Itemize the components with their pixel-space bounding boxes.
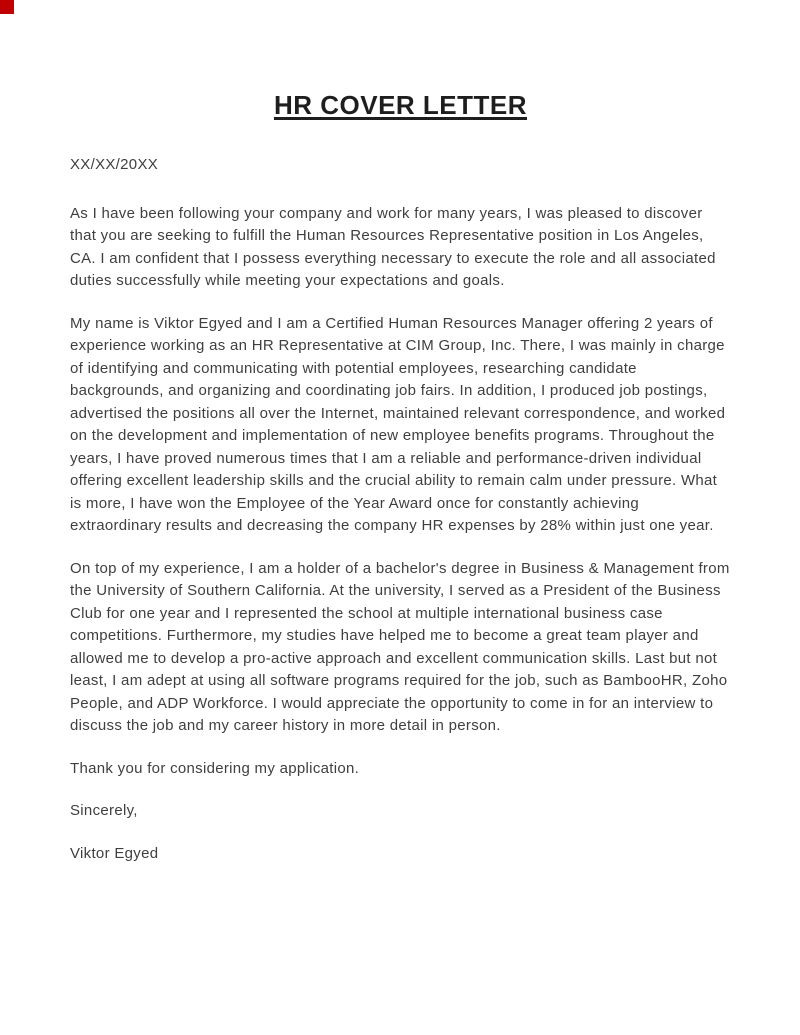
- letter-signature: Viktor Egyed: [70, 844, 159, 862]
- letter-paragraph-experience: My name is Viktor Egyed and I am a Certified Human Resources Manager offering 2 years of experience working as an HR Representative at CIM Group, Inc. There, I was mainly in charge of identifying and communicating with potential employees, researching candidate backgrounds, and organizing and coordinating job fairs. In addition, I produced job postings, advertised the positions all over the Internet, maintained relevant correspondence, and worked on the development and implementation of new employee benefits programs. Throughout the years, I have proved numerous times that I am a reliable and performance-driven individual offering excellent leadership skills and the crucial ability to remain calm under pressure. What is more, I have won the Employee of the Year Award once for constantly achieving extraordinary results and decreasing the company HR expenses by 28% within just one year.: [70, 314, 726, 534]
- letter-date: XX/XX/20XX: [70, 156, 159, 173]
- corner-marker: [0, 0, 14, 14]
- letter-paragraph-education: On top of my experience, I am a holder of a bachelor's degree in Business & Management from the University of Southern California. At the university, I served as a President of the Business Club for one year and I represented the school at multiple international business case competitions. Furthermore, my studies have helped me to become a great team player and allowed me to develop a pro-active approach and excellent communication skills. Last but not least, I am adept at using all software programs required for the job, such as BambooHR, Zoho People, and ADP Workforce. I would appreciate the opportunity to come in for an interview to discuss the job and my career history in more detail in person.: [70, 559, 730, 734]
- letter-thank-you: Thank you for considering my application.: [70, 759, 360, 777]
- letter-title: HR COVER LETTER: [273, 90, 528, 120]
- letter-closing: Sincerely,: [70, 802, 138, 819]
- letter-paragraph-intro: As I have been following your company and work for many years, I was pleased to discover that you are seeking to fulfill the Human Resources Representative position in Los Angeles, CA. I am confident that I possess everything necessary to execute the role and all associated duties successfully while meeting your expectations and goals.: [70, 204, 716, 289]
